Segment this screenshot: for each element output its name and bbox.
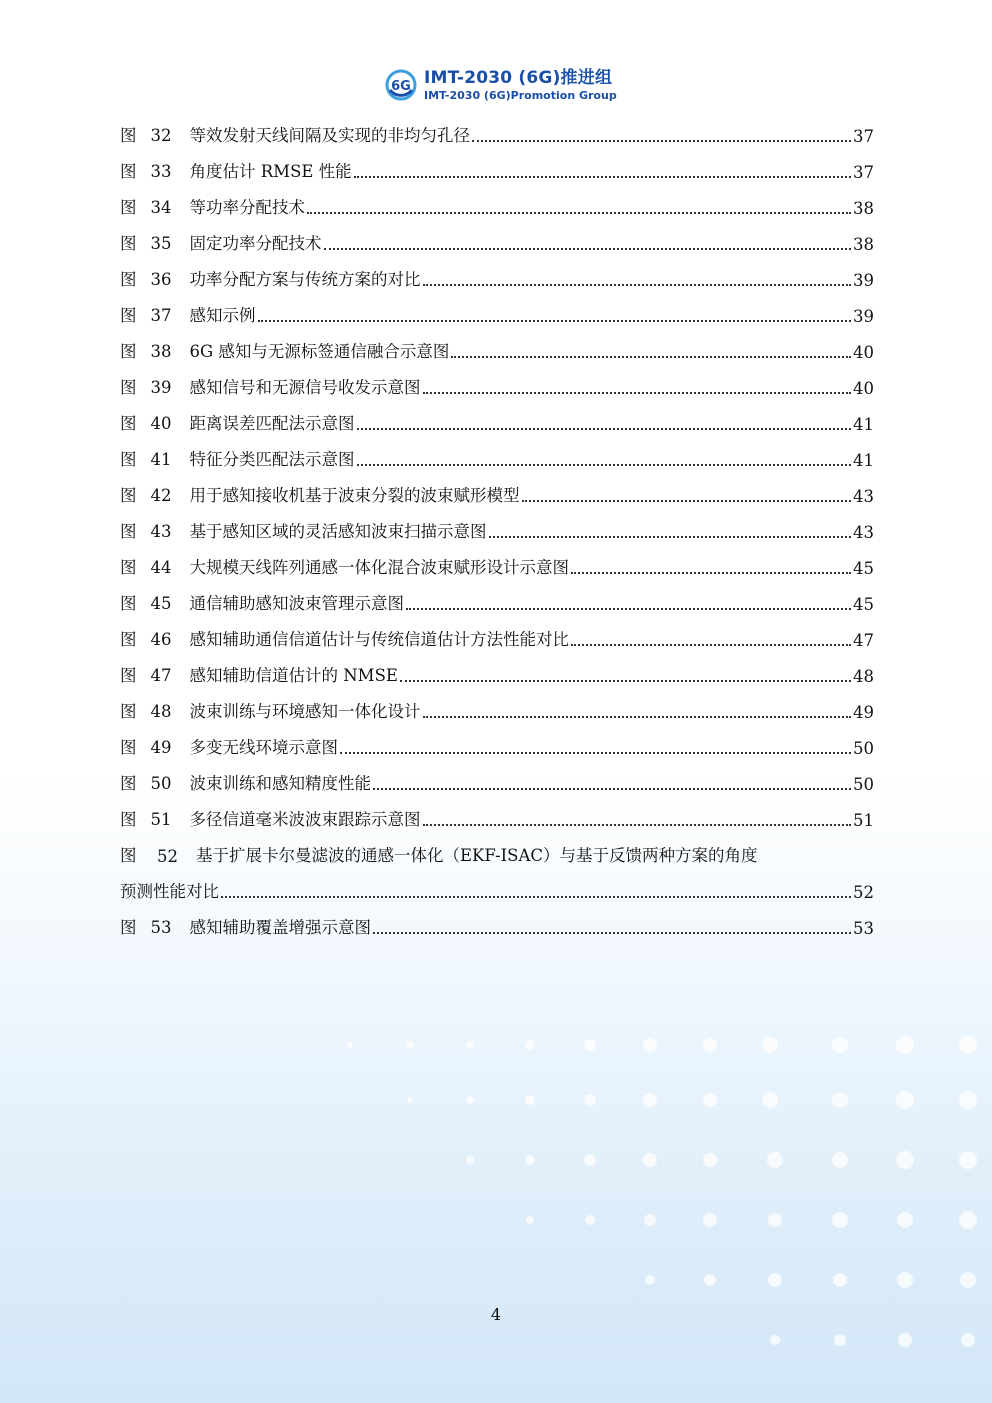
toc-page: 51 [853, 811, 874, 830]
toc-number: 47 [150, 666, 172, 685]
toc-number: 48 [150, 702, 172, 721]
toc-page: 39 [853, 307, 874, 326]
toc-label: 图 [120, 306, 137, 325]
toc-leader [406, 608, 851, 610]
toc-entry-44[interactable] [120, 542, 874, 578]
toc-number: 51 [150, 810, 172, 829]
toc-number: 37 [150, 306, 172, 325]
toc-title: 多变无线环境示意图 [189, 738, 338, 757]
toc-page: 40 [853, 343, 874, 362]
toc-page: 45 [853, 595, 874, 614]
toc-page: 43 [853, 523, 874, 542]
toc-label: 图 [120, 558, 137, 577]
toc-leader [472, 140, 851, 142]
toc-title: 特征分类匹配法示意图 [189, 450, 355, 469]
toc-title: 多径信道毫米波波束跟踪示意图 [189, 810, 421, 829]
page-number: 4 [490, 1305, 502, 1324]
toc-title: 功率分配方案与传统方案的对比 [189, 270, 421, 289]
toc-entry-45[interactable] [120, 578, 874, 614]
toc-title: 固定功率分配技术 [189, 234, 322, 253]
toc-page: 49 [853, 703, 874, 722]
toc-number: 33 [150, 162, 172, 181]
toc-label: 图 [120, 810, 137, 829]
toc-leader [373, 932, 851, 934]
header-logo [384, 66, 617, 104]
toc-number: 42 [150, 486, 172, 505]
toc-label: 图 [120, 378, 137, 397]
toc-title: 感知辅助覆盖增强示意图 [189, 918, 371, 937]
toc-leader [489, 536, 852, 538]
toc-entry-41[interactable] [120, 434, 874, 470]
toc-leader [423, 392, 852, 394]
toc-page: 48 [853, 667, 874, 686]
toc-entry-51[interactable] [120, 794, 874, 830]
toc-page: 37 [853, 127, 874, 146]
toc-entry-38[interactable] [120, 326, 874, 362]
logo-lettering: 6G [391, 79, 411, 94]
toc-label: 图 [120, 450, 137, 469]
toc-number: 44 [150, 558, 172, 577]
toc-entry-40[interactable] [120, 398, 874, 434]
toc-page: 40 [853, 379, 874, 398]
toc-title: 等效发射天线间隔及实现的非均匀孔径 [189, 126, 470, 145]
toc-number: 43 [150, 522, 172, 541]
toc-label: 图 [120, 594, 137, 613]
toc-entry-47[interactable] [120, 650, 874, 686]
toc-label: 图 [120, 270, 137, 289]
toc-number: 50 [150, 774, 172, 793]
toc-number: 52 [157, 847, 178, 866]
toc-label: 图 [120, 342, 137, 361]
toc-entry-48[interactable] [120, 686, 874, 722]
figure-list [120, 110, 874, 938]
toc-label: 图 [120, 774, 137, 793]
toc-leader [571, 644, 851, 646]
toc-number: 45 [150, 594, 172, 613]
toc-label: 图 [120, 162, 137, 181]
toc-leader [307, 212, 851, 214]
toc-leader [451, 356, 851, 358]
toc-label: 图 [120, 918, 137, 937]
toc-leader [522, 500, 852, 502]
toc-number: 49 [150, 738, 172, 757]
toc-page: 38 [853, 235, 874, 254]
toc-page: 50 [853, 775, 874, 794]
header-subtitle: IMT-2030 (6G)Promotion Group [424, 88, 617, 102]
toc-leader [324, 248, 852, 250]
toc-title-line1: 基于扩展卡尔曼滤波的通感一体化（EKF-ISAC）与基于反馈两种方案的角度 [196, 846, 758, 865]
toc-entry-34[interactable] [120, 182, 874, 218]
toc-label: 图 [120, 486, 137, 505]
toc-entry-46[interactable] [120, 614, 874, 650]
toc-leader [400, 680, 851, 682]
toc-title: 波束训练与环境感知一体化设计 [189, 702, 421, 721]
toc-leader [423, 824, 852, 826]
toc-title-line2: 预测性能对比 [120, 882, 219, 901]
6g-logo-icon [384, 68, 418, 102]
toc-number: 38 [150, 342, 172, 361]
toc-label: 图 [120, 522, 137, 541]
toc-entry-39[interactable] [120, 362, 874, 398]
toc-title: 基于感知区域的灵活感知波束扫描示意图 [189, 522, 487, 541]
toc-title: 感知信号和无源信号收发示意图 [189, 378, 421, 397]
toc-leader [357, 464, 852, 466]
toc-number: 34 [150, 198, 172, 217]
toc-title: 大规模天线阵列通感一体化混合波束赋形设计示意图 [189, 558, 569, 577]
toc-leader [571, 572, 851, 574]
toc-entry-37[interactable] [120, 290, 874, 326]
toc-title: 等功率分配技术 [189, 198, 305, 217]
toc-page: 45 [853, 559, 874, 578]
toc-leader [373, 788, 851, 790]
toc-entry-33[interactable] [120, 146, 874, 182]
toc-page: 37 [853, 163, 874, 182]
toc-entry-53[interactable] [120, 902, 874, 938]
toc-entry-35[interactable] [120, 218, 874, 254]
toc-number: 35 [150, 234, 172, 253]
toc-number: 53 [150, 918, 172, 937]
toc-page: 50 [853, 739, 874, 758]
toc-entry-50[interactable] [120, 758, 874, 794]
toc-number: 39 [150, 378, 172, 397]
toc-entry-52[interactable] [120, 830, 874, 902]
toc-label: 图 [120, 630, 137, 649]
header-title: IMT-2030 (6G)推进组 [424, 67, 613, 88]
toc-label: 图 [120, 846, 137, 865]
toc-entry-43[interactable] [120, 506, 874, 542]
toc-leader [357, 428, 852, 430]
toc-label: 图 [120, 738, 137, 757]
toc-label: 图 [120, 666, 137, 685]
toc-number: 41 [150, 450, 172, 469]
toc-label: 图 [120, 702, 137, 721]
toc-leader [354, 176, 851, 178]
toc-leader [423, 716, 852, 718]
toc-leader [221, 896, 851, 898]
toc-title: 感知示例 [189, 306, 256, 325]
toc-title: 角度估计 RMSE 性能 [189, 162, 352, 181]
toc-title: 波束训练和感知精度性能 [189, 774, 371, 793]
toc-label: 图 [120, 126, 137, 145]
toc-number: 36 [150, 270, 172, 289]
toc-title: 感知辅助通信信道估计与传统信道估计方法性能对比 [189, 630, 569, 649]
toc-label: 图 [120, 198, 137, 217]
toc-page: 41 [853, 415, 874, 434]
toc-leader [340, 752, 851, 754]
toc-page: 43 [853, 487, 874, 506]
toc-number: 46 [150, 630, 172, 649]
toc-title: 6G 感知与无源标签通信融合示意图 [189, 342, 450, 361]
toc-label: 图 [120, 234, 137, 253]
toc-entry-49[interactable] [120, 722, 874, 758]
toc-entry-36[interactable] [120, 254, 874, 290]
toc-number: 32 [150, 126, 172, 145]
toc-page: 39 [853, 271, 874, 290]
toc-title: 感知辅助信道估计的 NMSE [189, 666, 398, 685]
toc-entry-42[interactable] [120, 470, 874, 506]
toc-title: 通信辅助感知波束管理示意图 [189, 594, 404, 613]
toc-leader [423, 284, 852, 286]
toc-page: 38 [853, 199, 874, 218]
toc-leader [258, 320, 852, 322]
toc-title: 用于感知接收机基于波束分裂的波束赋形模型 [189, 486, 520, 505]
toc-label: 图 [120, 414, 137, 433]
toc-page: 47 [853, 631, 874, 650]
toc-entry-32[interactable] [120, 110, 874, 146]
toc-page: 52 [853, 883, 874, 902]
toc-page: 53 [853, 919, 874, 938]
toc-title: 距离误差匹配法示意图 [189, 414, 355, 433]
toc-number: 40 [150, 414, 172, 433]
toc-page: 41 [853, 451, 874, 470]
